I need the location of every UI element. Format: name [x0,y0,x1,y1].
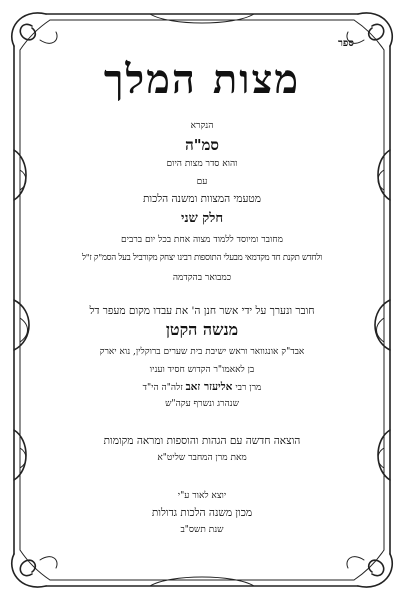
description-line-3: כמבואר בהקדמה [172,273,232,283]
lineage-2-name: אליעזר זאב [185,381,233,393]
im-line: עם [196,177,208,187]
taamei-line: מטעמי המצוות ומשנה הלכות [142,193,261,205]
lineage-2 [36,382,368,393]
lineage-3: שנהרג ונשרף עקה"ש [165,399,239,409]
author-intro: חובר ונערך על ידי אשר חנן ה' את עבדו מקום מעפר דל [89,305,315,317]
lineage-2-prefix: מרן רבי [235,383,262,393]
publisher-line-2: מכון משנה הלכות גדולות [151,507,253,519]
hanikra-line: הנקרא [190,121,214,131]
publisher-line-1: יוצא לאור ע"י [177,491,227,501]
subtitle: והוא סדר מצות היום [166,159,238,169]
author-name: מנשה הקטן [165,320,239,339]
chelek-line: חלק שני [180,211,224,226]
description-line-2: ולחדש תקנת חד מקדמאי מבעלי התוספות רבינו יצחק מקורביל בעל הסמ"ק ז"ל [82,253,322,263]
short-name: סמ"ה [185,136,219,154]
author-position: אבד"ק אונגוואר וראש ישיבת בית שערים ברוקלין, נוא יארק [99,347,305,357]
description-line-1: מחובר ומיוסד ללמוד מצוה אחת בכל יום ברבים [121,235,283,245]
title-page [36,30,368,570]
book-title: מצות המלך [103,56,301,103]
lineage-1: בן לאאמו"ר הקדוש חסיד ועניו [149,365,255,375]
lineage-2-suffix: זלה"ה הי"ד [142,383,183,393]
edition-line-1: הוצאה חדשה עם הגהות והוספות ומראה מקומות [103,435,301,447]
edition-line-2: מאת מרן המחבר שליט"א [157,453,247,463]
publisher-line-3: שנת תשס"ב [180,525,224,535]
sefer-label: ספר [337,38,354,49]
